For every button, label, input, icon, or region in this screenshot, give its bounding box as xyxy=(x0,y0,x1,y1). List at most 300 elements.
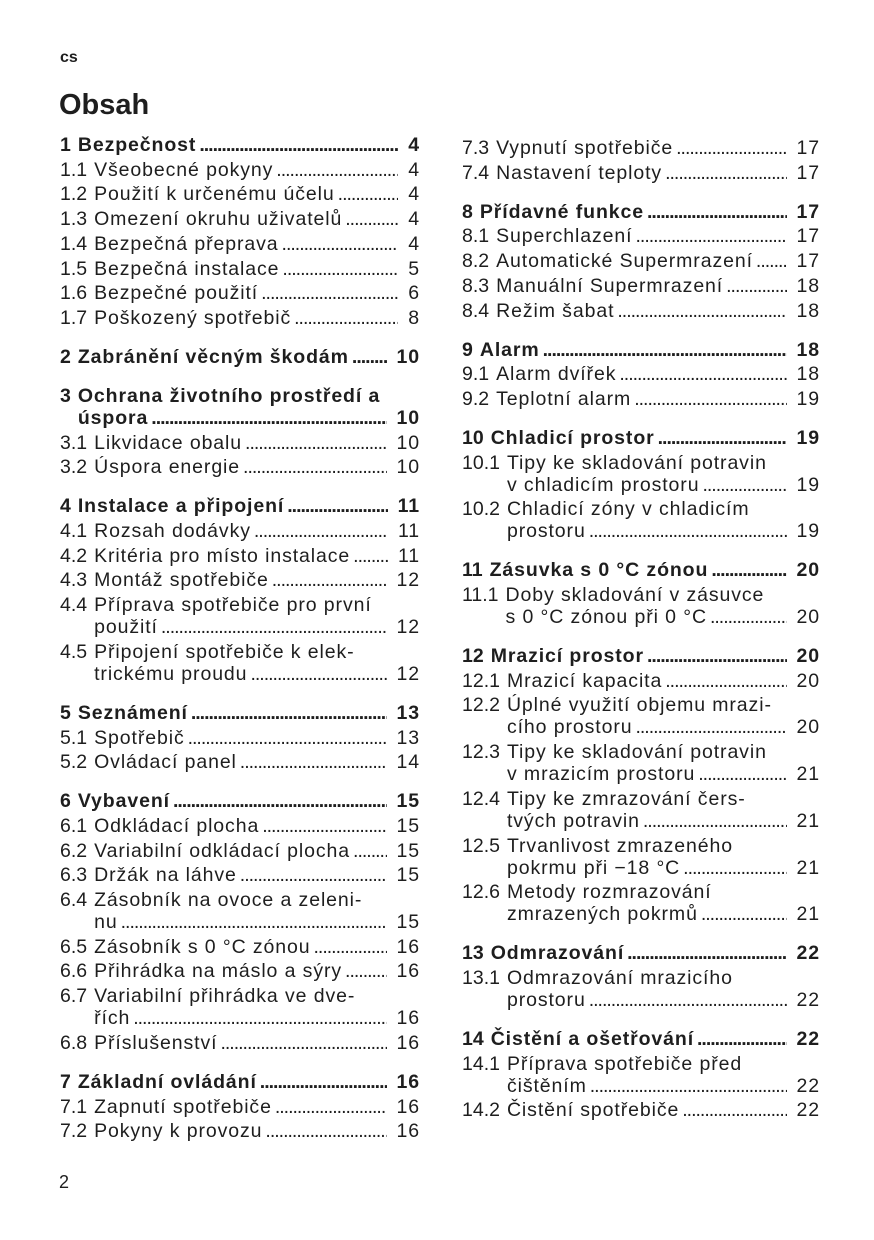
entry-title-last-line xyxy=(507,520,787,542)
entry-title-line: Poškozený spotřebič xyxy=(94,306,292,329)
entry-number: 10.2 xyxy=(462,498,500,521)
entry-title-last-line xyxy=(78,790,387,812)
toc-section-heading xyxy=(462,339,820,361)
entry-number: 12.2 xyxy=(462,694,500,717)
dot-leader xyxy=(627,942,786,964)
entry-title-last-line xyxy=(94,456,386,478)
entry-page-number: 15 xyxy=(396,839,420,862)
entry-page-number: 11 xyxy=(397,495,420,518)
entry-title xyxy=(496,162,786,184)
entry-title-last-line xyxy=(507,670,787,692)
toc-entry xyxy=(462,250,820,272)
toc-section xyxy=(60,346,420,368)
entry-title xyxy=(78,1071,387,1093)
entry-page-number: 16 xyxy=(396,1031,420,1054)
entry-number: 1.4 xyxy=(60,232,88,255)
entry-title-line: Instalace a připojení xyxy=(77,495,285,518)
entry-title xyxy=(94,751,386,773)
dot-leader xyxy=(240,864,387,886)
toc-entry xyxy=(60,1032,420,1054)
entry-title-last-line xyxy=(78,1071,387,1093)
entry-title-last-line xyxy=(78,134,398,156)
entry-title-last-line xyxy=(94,258,398,280)
dot-leader xyxy=(338,183,399,205)
toc-entry xyxy=(60,208,420,230)
dot-leader xyxy=(589,989,787,1011)
entry-title-line: Základní ovládání xyxy=(77,1070,257,1093)
entry-title xyxy=(507,788,787,832)
toc-section xyxy=(60,1071,420,1142)
entry-title-last-line xyxy=(490,559,787,581)
entry-title xyxy=(94,233,398,255)
dot-leader xyxy=(665,670,786,692)
entry-title-last-line xyxy=(507,1099,787,1121)
entry-title xyxy=(94,307,398,329)
entry-title xyxy=(507,670,787,692)
entry-number: 1.6 xyxy=(60,282,88,305)
dot-leader xyxy=(151,407,386,429)
entry-number: 7.4 xyxy=(462,161,490,184)
entry-title-line: Chladicí prostor xyxy=(490,426,655,449)
entry-page-number: 4 xyxy=(408,183,420,206)
entry-title xyxy=(94,208,398,230)
entry-title-last-line xyxy=(491,427,787,449)
toc-entry xyxy=(462,694,820,738)
dot-leader xyxy=(589,520,787,542)
entry-title xyxy=(94,282,398,304)
dot-leader xyxy=(199,134,398,156)
entry-title-last-line xyxy=(94,1096,386,1118)
toc-entry xyxy=(60,594,420,638)
toc-entry xyxy=(60,183,420,205)
entry-number: 2 xyxy=(60,345,71,368)
entry-number: 1.3 xyxy=(60,208,88,231)
entry-title-line: Držák na láhve xyxy=(94,864,237,887)
entry-title-last-line xyxy=(480,339,787,361)
dot-leader xyxy=(294,307,398,329)
entry-title-line: Připojení spotřebiče k elek- xyxy=(94,640,355,663)
entry-title-line: Doby skladování v zásuvce xyxy=(505,584,765,607)
toc-column-left xyxy=(60,134,420,1142)
dot-leader xyxy=(265,1120,386,1142)
entry-title xyxy=(78,790,387,812)
entry-title-last-line xyxy=(94,1032,386,1054)
entry-title-line: Seznámení xyxy=(77,701,188,724)
entry-title-line: Použití k určenému účelu xyxy=(94,183,335,206)
entry-title-last-line xyxy=(94,663,386,685)
toc-entry xyxy=(60,864,420,886)
entry-title xyxy=(78,134,398,156)
toc-entry xyxy=(60,815,420,837)
dot-leader xyxy=(254,520,388,542)
entry-page-number: 17 xyxy=(796,250,820,273)
entry-page-number: 11 xyxy=(397,544,420,567)
entry-title-line: cího prostoru xyxy=(506,716,633,739)
entry-title-line: Příslušenství xyxy=(94,1031,218,1054)
entry-title-last-line xyxy=(94,233,398,255)
entry-title xyxy=(507,452,787,496)
entry-title-line: Chladicí zóny v chladicím xyxy=(506,498,750,521)
entry-number: 12.3 xyxy=(462,741,500,764)
entry-title-line: Odmrazování xyxy=(490,942,625,965)
toc-entry xyxy=(462,788,820,832)
entry-page-number: 11 xyxy=(397,520,420,543)
entry-page-number: 18 xyxy=(796,363,820,386)
entry-title-line: Tipy ke skladování potravin xyxy=(506,741,767,764)
dot-leader xyxy=(245,432,386,454)
entry-page-number: 17 xyxy=(796,200,820,223)
entry-title-line: Přihrádka na máslo a sýry xyxy=(94,960,343,983)
entry-title xyxy=(94,1120,386,1142)
entry-title-line: Bezpečná přeprava xyxy=(94,232,279,255)
dot-leader xyxy=(697,1028,786,1050)
dot-leader xyxy=(635,716,786,738)
toc-section xyxy=(462,427,820,542)
entry-number: 4.3 xyxy=(60,569,88,592)
entry-title-line: Omezení okruhu uživatelů xyxy=(94,208,343,231)
dot-leader xyxy=(658,427,787,449)
entry-title xyxy=(94,815,386,837)
dot-leader xyxy=(590,1075,787,1097)
entry-number: 6.1 xyxy=(60,814,88,837)
entry-title xyxy=(496,388,786,410)
entry-title-last-line xyxy=(78,346,387,368)
toc-entry xyxy=(60,751,420,773)
entry-title-line: v mrazicím prostoru xyxy=(506,763,696,786)
toc-section xyxy=(60,495,420,685)
entry-title xyxy=(94,520,388,542)
entry-title-last-line xyxy=(507,903,787,925)
entry-number: 8 xyxy=(462,200,473,223)
entry-title-line: Ovládací panel xyxy=(94,751,237,774)
dot-leader xyxy=(272,569,387,591)
entry-title xyxy=(94,727,386,749)
entry-page-number: 4 xyxy=(408,232,420,255)
toc-entry xyxy=(462,1099,820,1121)
entry-title-last-line xyxy=(94,569,386,591)
entry-number: 4.4 xyxy=(60,594,88,617)
entry-title xyxy=(94,936,386,958)
toc-entry xyxy=(60,1120,420,1142)
entry-title-line: Čistění a ošetřování xyxy=(490,1027,695,1050)
entry-title xyxy=(94,864,386,886)
entry-title xyxy=(507,881,787,925)
entry-title-last-line xyxy=(491,645,787,667)
entry-title-line: Superchlazení xyxy=(496,225,633,248)
toc-entry xyxy=(60,985,420,1029)
entry-title-last-line xyxy=(94,616,386,638)
toc-entry xyxy=(60,960,420,982)
toc-section xyxy=(60,134,420,329)
page-title: Obsah xyxy=(59,89,150,121)
entry-number: 4.1 xyxy=(60,520,88,543)
dot-leader xyxy=(243,456,386,478)
entry-title-last-line xyxy=(496,388,786,410)
entry-number: 12.5 xyxy=(462,834,500,857)
dot-leader xyxy=(250,663,386,685)
entry-number: 7.3 xyxy=(462,137,490,159)
entry-title-last-line xyxy=(491,1028,787,1050)
entry-number: 6.5 xyxy=(60,935,88,958)
entry-title-last-line xyxy=(507,1075,787,1097)
entry-number: 7.2 xyxy=(60,1120,88,1143)
toc-entry xyxy=(60,569,420,591)
entry-title-last-line xyxy=(94,208,398,230)
entry-title xyxy=(491,427,787,449)
entry-page-number: 16 xyxy=(396,960,420,983)
dot-leader xyxy=(665,162,786,184)
entry-title xyxy=(507,694,787,738)
toc-entry xyxy=(462,275,820,297)
entry-page-number: 17 xyxy=(796,161,820,184)
entry-title-line: Zapnutí spotřebiče xyxy=(94,1095,272,1118)
entry-title-last-line xyxy=(496,162,786,184)
entry-page-number: 19 xyxy=(796,387,820,410)
entry-page-number: 15 xyxy=(396,864,420,887)
toc-section xyxy=(462,559,820,628)
entry-title-last-line xyxy=(94,520,388,542)
toc-entry xyxy=(462,967,820,1011)
entry-title-line: řích xyxy=(94,1007,131,1030)
entry-page-number: 14 xyxy=(396,751,420,774)
entry-number: 10 xyxy=(462,426,484,449)
toc-section-heading xyxy=(60,134,420,156)
entry-number: 6.4 xyxy=(60,889,88,912)
entry-title-line: Zásobník na ovoce a zeleni- xyxy=(94,889,363,912)
entry-title-last-line xyxy=(94,432,386,454)
entry-number: 6.2 xyxy=(60,839,88,862)
entry-title-line: Alarm xyxy=(479,338,540,361)
toc-section xyxy=(462,942,820,1011)
entry-title-last-line xyxy=(507,810,787,832)
entry-title xyxy=(94,159,398,181)
toc-entry xyxy=(462,137,820,159)
entry-title-line: Ochrana životního prostředí a xyxy=(77,384,381,407)
entry-number: 9 xyxy=(462,338,473,361)
entry-title-last-line xyxy=(94,960,386,982)
dot-leader xyxy=(682,1099,786,1121)
entry-title-line: Montáž spotřebiče xyxy=(94,569,269,592)
entry-title-line: Vybavení xyxy=(77,790,170,813)
entry-page-number: 12 xyxy=(396,616,420,639)
entry-title-line: v chladicím prostoru xyxy=(506,473,700,496)
entry-page-number: 18 xyxy=(796,299,820,322)
toc-entry xyxy=(60,432,420,454)
dot-leader xyxy=(643,810,787,832)
entry-title xyxy=(94,889,386,933)
entry-title-line: Pokyny k provozu xyxy=(94,1120,263,1143)
toc-entry xyxy=(462,835,820,879)
toc-section xyxy=(462,339,820,410)
entry-title-last-line xyxy=(480,201,787,223)
entry-title xyxy=(507,835,787,879)
toc-section xyxy=(60,790,420,1054)
dot-leader xyxy=(619,363,786,385)
dot-leader xyxy=(260,1071,387,1093)
dot-leader xyxy=(282,233,399,255)
entry-number: 3.2 xyxy=(60,456,88,479)
entry-title-line: zmrazených pokrmů xyxy=(506,903,698,926)
entry-title xyxy=(496,225,786,247)
dot-leader xyxy=(314,936,387,958)
entry-number: 9.1 xyxy=(462,363,490,386)
toc-entry xyxy=(60,456,420,478)
dot-leader xyxy=(726,275,786,297)
entry-title-line: Zabránění věcným škodám xyxy=(77,345,349,368)
toc-entry xyxy=(462,670,820,692)
toc-section-heading xyxy=(462,427,820,449)
entry-title xyxy=(78,385,387,429)
entry-page-number: 22 xyxy=(796,1027,820,1050)
entry-title-last-line xyxy=(507,716,787,738)
dot-leader xyxy=(634,388,786,410)
entry-title xyxy=(507,1099,787,1121)
entry-page-number: 22 xyxy=(796,942,820,965)
entry-title-last-line xyxy=(94,1120,386,1142)
entry-page-number: 16 xyxy=(396,1095,420,1118)
entry-title xyxy=(496,275,786,297)
entry-number: 13.1 xyxy=(462,966,500,989)
entry-number: 7.1 xyxy=(60,1095,88,1118)
entry-title xyxy=(78,346,387,368)
entry-title xyxy=(496,300,786,322)
entry-title xyxy=(94,1096,386,1118)
dot-leader xyxy=(133,1007,386,1029)
entry-number: 12.6 xyxy=(462,881,500,904)
entry-page-number: 20 xyxy=(796,559,820,582)
entry-number: 6.8 xyxy=(60,1031,88,1054)
dot-leader xyxy=(276,159,398,181)
entry-title xyxy=(94,569,386,591)
entry-page-number: 8 xyxy=(408,306,420,329)
entry-title xyxy=(496,137,786,159)
toc-entry xyxy=(462,225,820,247)
entry-title-last-line xyxy=(94,911,386,933)
entry-title-line: Příprava spotřebiče pro první xyxy=(94,594,372,617)
entry-page-number: 10 xyxy=(396,345,420,368)
entry-title-line: Kritéria pro místo instalace xyxy=(94,544,351,567)
entry-title-last-line xyxy=(496,225,786,247)
entry-title xyxy=(94,840,386,862)
toc-entry xyxy=(462,162,820,184)
toc-section-heading xyxy=(60,702,420,724)
entry-title-line: Teplotní alarm xyxy=(496,387,632,410)
entry-title xyxy=(491,645,787,667)
entry-page-number: 13 xyxy=(396,701,420,724)
toc-entry xyxy=(60,889,420,933)
entry-title-line: trickému proudu xyxy=(94,662,248,685)
toc-entry xyxy=(462,1053,820,1097)
toc-entry xyxy=(60,936,420,958)
entry-number: 11 xyxy=(462,559,483,582)
entry-number: 1.7 xyxy=(60,306,88,329)
dot-leader xyxy=(698,763,786,785)
toc-section-heading xyxy=(462,201,820,223)
toc-section xyxy=(60,385,420,478)
dot-leader xyxy=(240,751,387,773)
entry-number: 8.4 xyxy=(462,299,490,322)
entry-title-line: Bezpečnost xyxy=(77,134,197,156)
entry-title xyxy=(490,559,787,581)
dot-leader xyxy=(345,208,398,230)
entry-number: 11.1 xyxy=(462,584,499,607)
entry-title xyxy=(94,432,386,454)
entry-page-number: 19 xyxy=(796,520,820,543)
entry-title-last-line xyxy=(78,495,388,517)
entry-page-number: 20 xyxy=(796,669,820,692)
toc-entry xyxy=(60,307,420,329)
entry-page-number: 21 xyxy=(796,763,820,786)
entry-page-number: 20 xyxy=(796,716,820,739)
entry-title-line: prostoru xyxy=(506,520,586,543)
dot-leader xyxy=(121,911,387,933)
dot-leader xyxy=(188,727,387,749)
entry-title-line: Bezpečné použití xyxy=(94,282,259,305)
entry-title-line: s 0 °C zónou při 0 °C xyxy=(505,606,707,629)
dot-leader xyxy=(756,250,787,272)
entry-number: 4.2 xyxy=(60,544,88,567)
entry-title-line: úspora xyxy=(77,406,149,429)
entry-title-line: Odkládací plocha xyxy=(94,814,260,837)
entry-number: 12 xyxy=(462,645,484,668)
toc-entry xyxy=(462,498,820,542)
entry-title-line: Čistění spotřebiče xyxy=(506,1099,680,1122)
entry-title xyxy=(506,584,787,628)
entry-number: 12.1 xyxy=(462,669,500,692)
entry-title-last-line xyxy=(94,545,388,567)
entry-page-number: 19 xyxy=(796,473,820,496)
entry-title-last-line xyxy=(507,989,787,1011)
dot-leader xyxy=(683,857,786,879)
dot-leader xyxy=(345,960,386,982)
entry-title-last-line xyxy=(94,183,398,205)
toc-entry xyxy=(60,545,420,567)
toc-section-heading xyxy=(60,495,420,517)
entry-title-line: čištěním xyxy=(506,1074,587,1097)
entry-title-last-line xyxy=(507,763,787,785)
entry-page-number: 17 xyxy=(796,137,820,159)
entry-page-number: 15 xyxy=(396,911,420,934)
entry-title-last-line xyxy=(496,300,786,322)
entry-title xyxy=(507,741,787,785)
entry-title-last-line xyxy=(496,137,786,159)
entry-number: 6.3 xyxy=(60,864,88,887)
toc-section-heading xyxy=(60,1071,420,1093)
entry-title-line: Zásobník s 0 °C zónou xyxy=(94,935,311,958)
entry-title xyxy=(480,201,787,223)
entry-title-line: Alarm dvířek xyxy=(496,363,617,386)
entry-title-line: Zásuvka s 0 °C zónou xyxy=(489,559,709,582)
page-number: 2 xyxy=(59,1172,70,1192)
entry-title-last-line xyxy=(94,936,386,958)
entry-page-number: 19 xyxy=(796,426,820,449)
entry-title-line: Manuální Supermrazení xyxy=(496,274,724,297)
entry-number: 1.2 xyxy=(60,183,88,206)
entry-number: 4 xyxy=(60,495,71,518)
dot-leader xyxy=(282,258,398,280)
entry-title-last-line xyxy=(94,864,386,886)
toc-entry xyxy=(60,282,420,304)
entry-title-line: Úspora energie xyxy=(94,456,241,479)
entry-title xyxy=(94,594,386,638)
dot-leader xyxy=(543,339,787,361)
entry-title xyxy=(507,498,787,542)
entry-title-line: Vypnutí spotřebiče xyxy=(496,137,674,159)
entry-title xyxy=(94,641,386,685)
entry-page-number: 21 xyxy=(796,856,820,879)
entry-title-line: Úplné využití objemu mrazi- xyxy=(506,694,772,717)
entry-number: 5 xyxy=(60,701,71,724)
